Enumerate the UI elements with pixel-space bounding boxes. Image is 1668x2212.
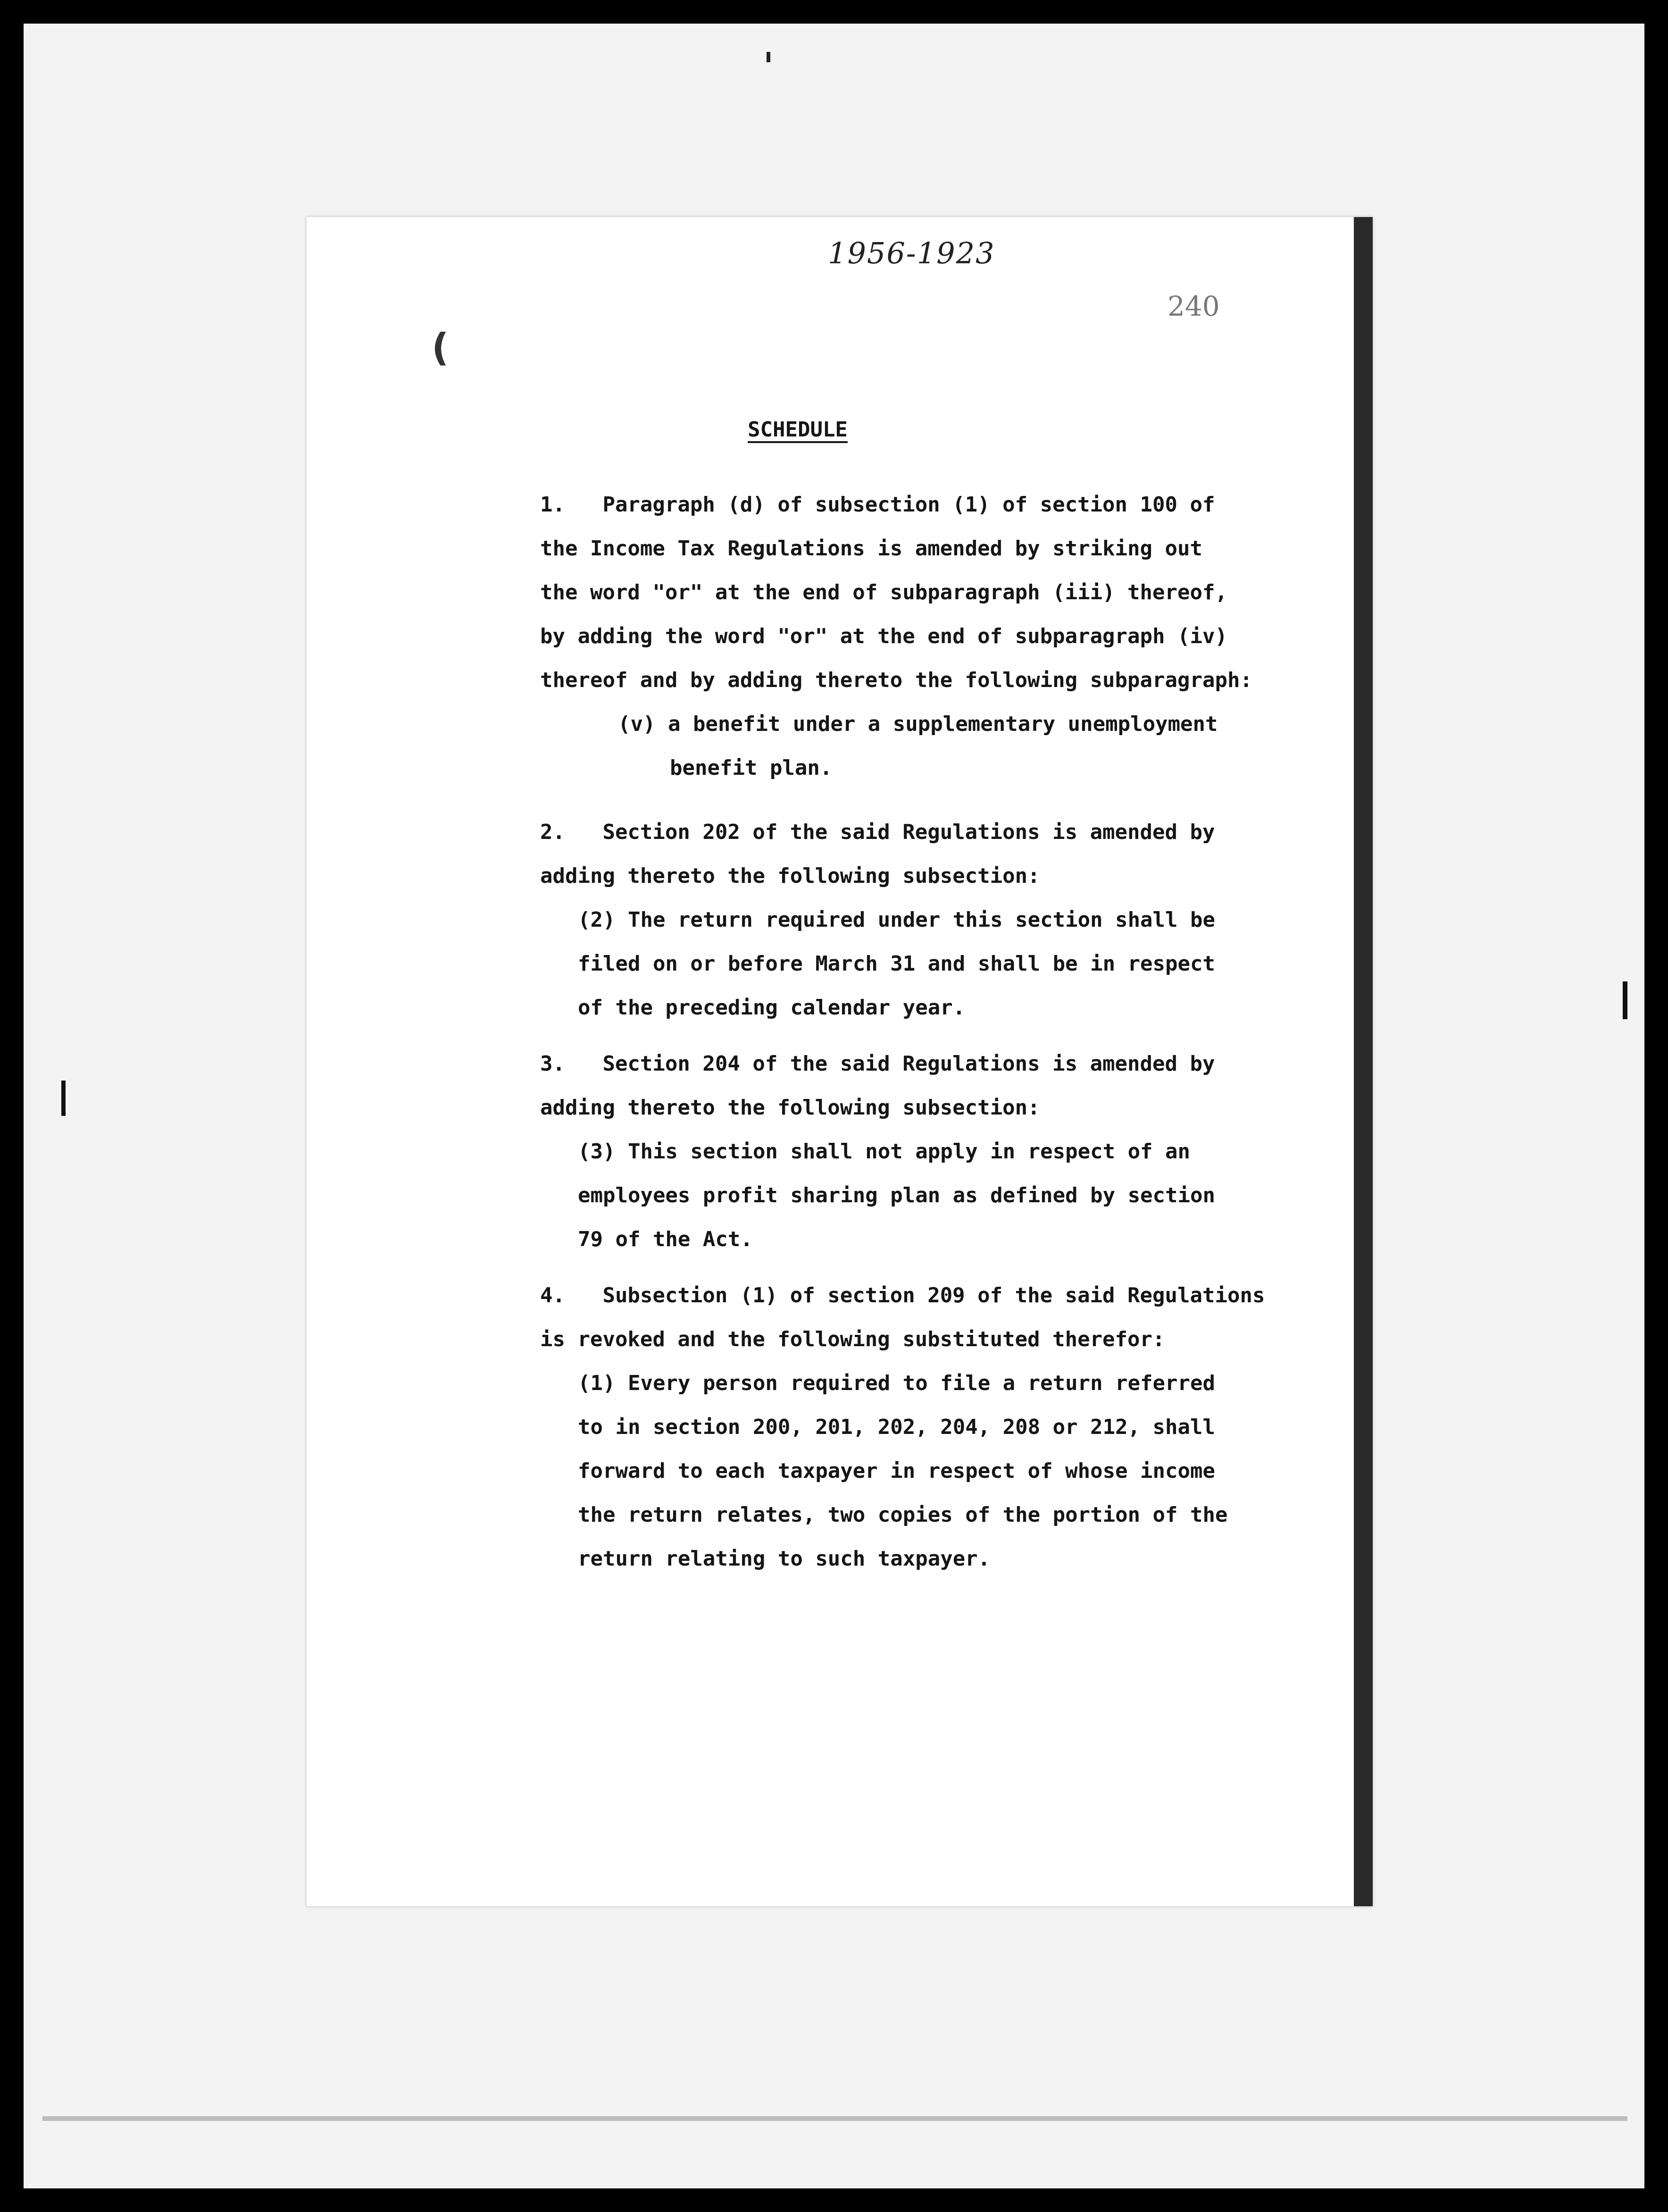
text-line: (3) This section shall not apply in respect of an bbox=[578, 1140, 1191, 1164]
punch-hole-mark: ( bbox=[432, 326, 449, 369]
text-line: filed on or before March 31 and shall be in respect bbox=[578, 952, 1216, 976]
text-line: return relating to such taxpayer. bbox=[578, 1547, 991, 1571]
text-line: the return relates, two copies of the portion of the bbox=[578, 1503, 1228, 1527]
text-line: 2. Section 202 of the said Regulations is amended by bbox=[540, 820, 1215, 844]
text-line: benefit plan. bbox=[670, 756, 833, 780]
handwritten-reference: 1956-1923 bbox=[828, 236, 995, 270]
right-margin-mark bbox=[1623, 981, 1627, 1019]
text-line: 79 of the Act. bbox=[578, 1227, 753, 1251]
left-margin-mark bbox=[61, 1081, 66, 1116]
text-line: 1. Paragraph (d) of subsection (1) of section 100 of bbox=[540, 493, 1215, 517]
text-line: to in section 200, 201, 202, 204, 208 or 212, shall bbox=[578, 1415, 1216, 1439]
schedule-heading: SCHEDULE bbox=[748, 418, 848, 442]
text-line: by adding the word "or" at the end of subparagraph (iv) bbox=[540, 624, 1227, 648]
text-line: employees profit sharing plan as defined by section bbox=[578, 1183, 1216, 1207]
text-line: the Income Tax Regulations is amended by striking out bbox=[540, 536, 1202, 561]
text-line: thereof and by adding thereto the following subparagraph: bbox=[540, 668, 1252, 692]
page-number: 240 bbox=[1168, 290, 1220, 322]
text-line: 4. Subsection (1) of section 209 of the said Regulations bbox=[540, 1283, 1265, 1307]
text-line: is revoked and the following substituted therefor: bbox=[540, 1327, 1165, 1351]
text-line: forward to each taxpayer in respect of whose income bbox=[578, 1459, 1216, 1483]
text-line: the word "or" at the end of subparagraph (iii) thereof, bbox=[540, 580, 1227, 604]
text-line: adding thereto the following subsection: bbox=[540, 1096, 1040, 1120]
text-line: (2) The return required under this section shall be bbox=[578, 908, 1216, 932]
scan-bottom-edge bbox=[42, 2116, 1627, 2121]
text-line: adding thereto the following subsection: bbox=[540, 864, 1040, 888]
top-scan-mark bbox=[767, 52, 770, 62]
text-line: (1) Every person required to file a return referred bbox=[578, 1371, 1216, 1395]
text-line: (v) a benefit under a supplementary unemployment bbox=[618, 712, 1218, 736]
text-line: 3. Section 204 of the said Regulations is amended by bbox=[540, 1052, 1215, 1076]
text-line: of the preceding calendar year. bbox=[578, 996, 966, 1020]
